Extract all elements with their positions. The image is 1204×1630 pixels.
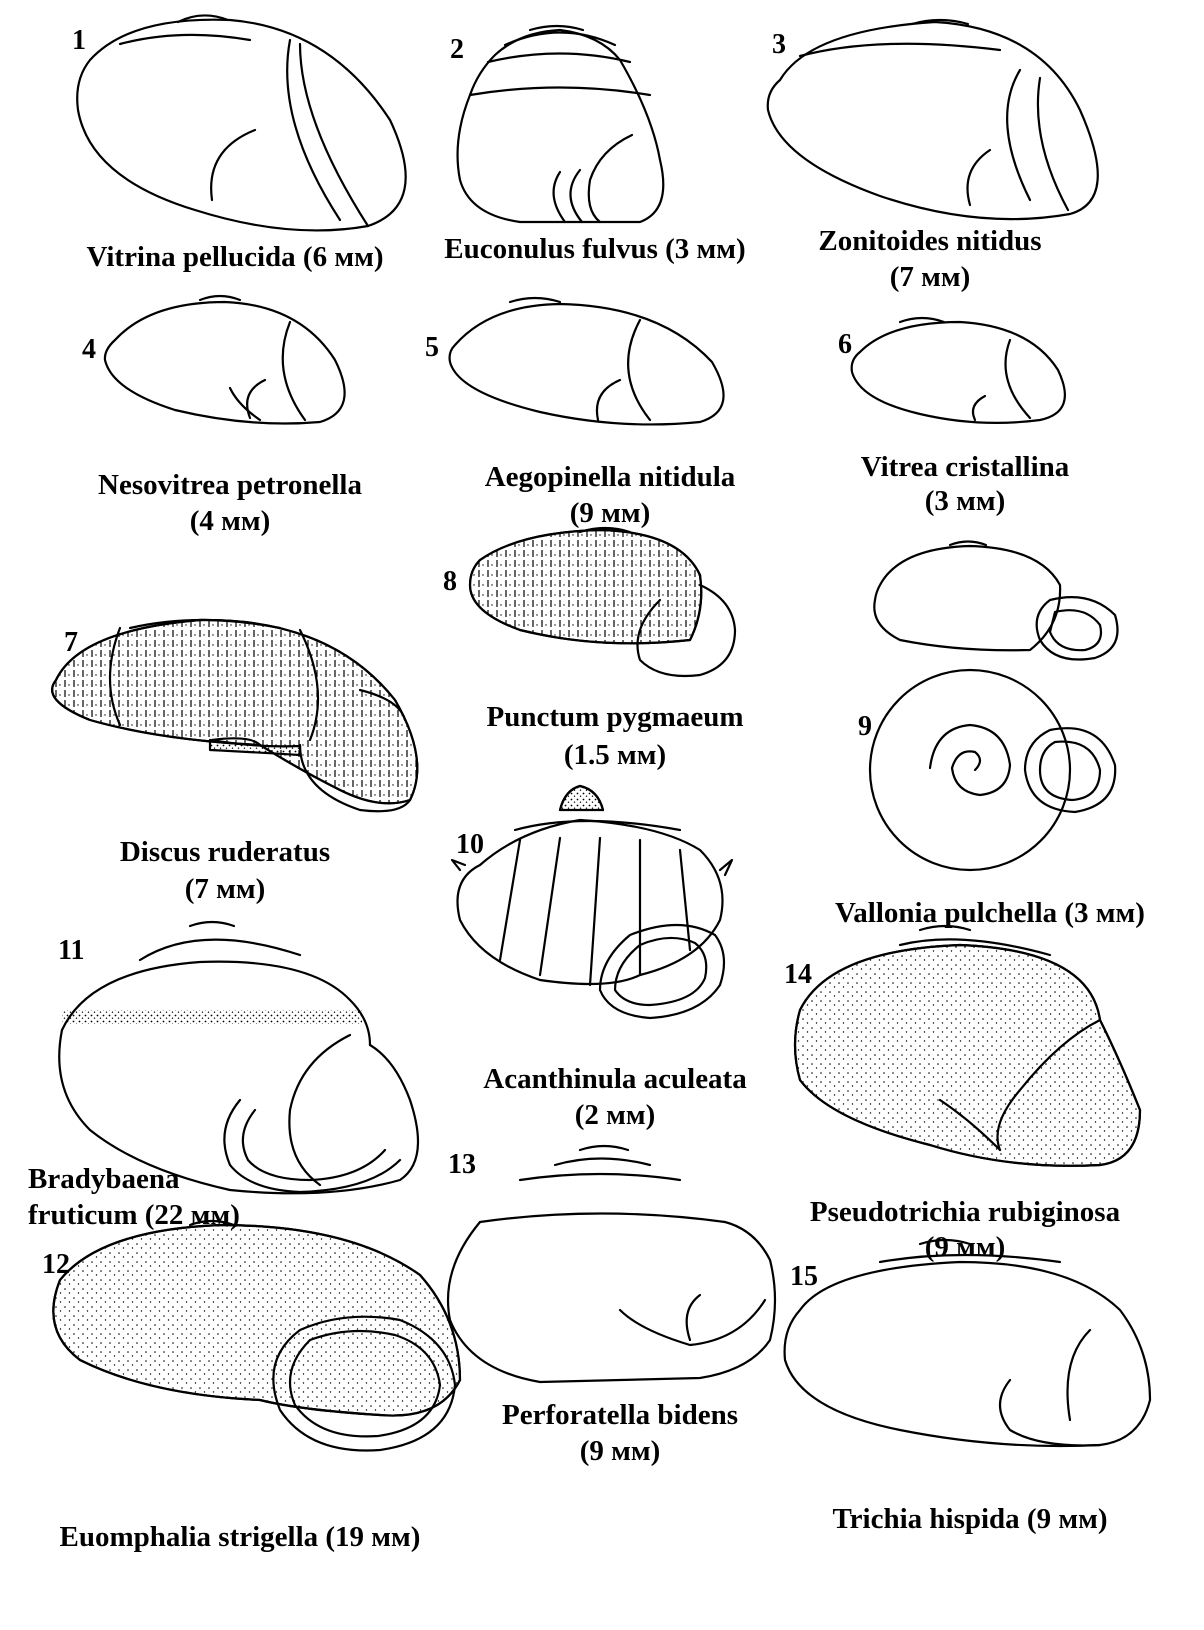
figure-number-14: 14: [784, 959, 812, 990]
figure-number-11: 11: [58, 935, 85, 966]
shell-10-drawing: [452, 786, 732, 1018]
shell-13-drawing: [448, 1146, 775, 1382]
caption-5-size: (9 мм): [569, 497, 651, 529]
caption-3-size: (7 мм): [889, 261, 971, 293]
shell-15-drawing: [785, 1240, 1150, 1446]
figure-number-1: 1: [72, 25, 86, 56]
figure-number-13: 13: [448, 1149, 476, 1180]
caption-7: Discus ruderatus: [119, 836, 331, 868]
caption-11: Bradybaena: [28, 1163, 180, 1195]
caption-14-size: (9 мм): [924, 1231, 1006, 1263]
caption-10: Acanthinula aculeata: [483, 1063, 747, 1095]
shell-9-drawing: [870, 542, 1118, 871]
caption-6-size: (3 мм): [924, 485, 1006, 517]
figure-number-6: 6: [838, 329, 852, 360]
figure-number-2: 2: [450, 34, 464, 65]
caption-1: Vitrina pellucida (6 мм): [86, 241, 384, 273]
caption-10-size: (2 мм): [574, 1099, 656, 1131]
shell-2-drawing: [458, 26, 664, 222]
shell-8-drawing: [470, 528, 735, 676]
caption-6: Vitrea cristallina: [860, 451, 1070, 483]
shell-11-drawing: [59, 922, 418, 1193]
figure-number-15: 15: [790, 1261, 818, 1292]
figure-number-8: 8: [443, 566, 457, 597]
figure-number-7: 7: [64, 627, 78, 658]
caption-2: Euconulus fulvus (3 мм): [444, 233, 746, 265]
caption-8: Punctum pygmaeum: [486, 701, 744, 733]
caption-13-size: (9 мм): [579, 1435, 661, 1467]
caption-4: Nesovitrea petronella: [98, 469, 362, 501]
figure-number-9: 9: [858, 711, 872, 742]
shell-14-drawing: [795, 926, 1140, 1166]
shell-12-drawing: [53, 1221, 460, 1451]
caption-4-size: (4 мм): [189, 505, 271, 537]
shell-7-drawing: [52, 620, 417, 811]
caption-9: Vallonia pulchella (3 мм): [835, 897, 1145, 929]
caption-8-size: (1.5 мм): [563, 739, 667, 771]
figure-number-12: 12: [42, 1249, 70, 1280]
shell-1-drawing: [77, 15, 405, 230]
caption-13: Perforatella bidens: [502, 1399, 738, 1431]
caption-5: Aegopinella nitidula: [484, 461, 736, 493]
shell-4-drawing: [105, 296, 345, 424]
caption-3: Zonitoides nitidus: [818, 225, 1042, 257]
figure-number-5: 5: [425, 332, 439, 363]
caption-15: Trichia hispida (9 мм): [832, 1503, 1108, 1535]
figure-number-3: 3: [772, 29, 786, 60]
figure-number-4: 4: [82, 334, 96, 365]
figure-number-10: 10: [456, 829, 484, 860]
shell-3-drawing: [768, 20, 1098, 219]
caption-14: Pseudotrichia rubiginosa: [809, 1196, 1121, 1228]
shell-5-drawing: [450, 298, 724, 424]
caption-7-size: (7 мм): [184, 873, 266, 905]
caption-12: Euomphalia strigella (19 мм): [59, 1521, 421, 1553]
shell-6-drawing: [852, 318, 1065, 423]
caption-11-size: fruticum (22 мм): [28, 1199, 240, 1231]
